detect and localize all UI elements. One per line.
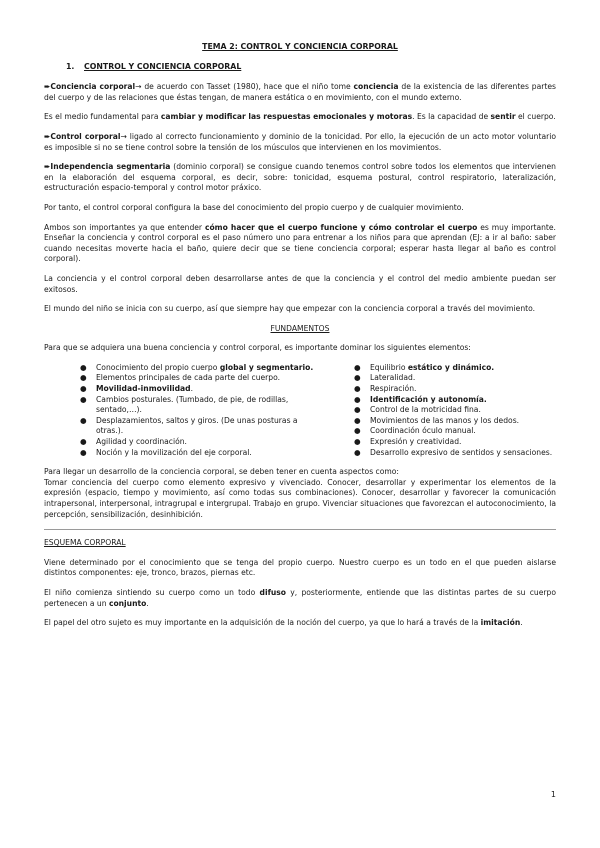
paragraph-por-tanto: Por tanto, el control corporal configura la base del conocimiento del propio cuerpo y de cualquier movimiento. bbox=[44, 202, 464, 212]
paragraph-control-corporal: ➨Control corporal→ ligado al correcto funcionamiento y dominio de la tonicidad. Por ello, la ejecución de un acto motor voluntario es imposible si no se tiene control sobre la tensión de los músculos que intervienen en los movimientos. bbox=[44, 131, 556, 152]
arrow-icon: ➨ bbox=[44, 162, 51, 172]
bullet-icon: ● bbox=[354, 394, 361, 404]
paragraph-ambos: Ambos son importantes ya que entender cómo hacer que el cuerpo funcione y cómo controlar el cuerpo es muy importante. Enseñar la conciencia y control corporal es el paso número uno para entrenar a los niños para que aprendan (EJ: a ir al baño: saber cuando necesitas moverte hacia el baño, quiere decir que se tiene conciencia corporal; esperar hasta llegar al baño es control corporal). bbox=[44, 222, 556, 264]
list-item: ● Cambios posturales. (Tumbado, de pie, de rodillas, sentado,…). bbox=[80, 394, 289, 415]
bullet-icon: ● bbox=[80, 384, 87, 394]
list-item: ● Desplazamientos, saltos y giros. (De unas posturas a otras.). bbox=[80, 415, 298, 436]
section-heading bbox=[44, 62, 556, 73]
page-content bbox=[44, 42, 556, 638]
list-item: ● Elementos principales de cada parte del cuerpo. bbox=[80, 373, 281, 383]
paragraph-viene-determinado: Viene determinado por el conocimiento que se tenga del propio cuerpo. Nuestro cuerpo es un todo en el que pueden aislarse distintos componentes: eje, tronco, brazos, piernas etc. bbox=[44, 557, 556, 578]
list-item: ● Equilibrio estático y dinámico. bbox=[354, 362, 495, 372]
bullet-icon: ● bbox=[354, 362, 361, 372]
bullet-icon: ● bbox=[354, 405, 361, 415]
list-item: ● Desarrollo expresivo de sentidos y sensaciones. bbox=[354, 447, 553, 457]
bullet-icon: ● bbox=[80, 394, 87, 404]
section-number: 1. bbox=[66, 61, 75, 71]
list-item: ● Control de la motricidad fina. bbox=[354, 405, 481, 415]
term-conciencia-corporal: Conciencia corporal bbox=[50, 82, 136, 92]
bullet-list-left bbox=[80, 363, 320, 458]
paragraph-mundo-del-nino: El mundo del niño se inicia con su cuerpo, así que siempre hay que empezar con la conciencia corporal a través del movimiento. bbox=[44, 304, 536, 314]
heading-fundamentos: FUNDAMENTOS bbox=[270, 323, 330, 333]
list-item: ● Lateralidad. bbox=[354, 373, 416, 383]
bullet-icon: ● bbox=[354, 384, 361, 394]
term-independencia-segmentaria: Independencia segmentaria bbox=[50, 162, 171, 172]
bullet-icon: ● bbox=[354, 415, 361, 425]
document-title: TEMA 2: CONTROL Y CONCIENCIA CORPORAL bbox=[202, 42, 398, 51]
paragraph-nino-comienza: El niño comienza sintiendo su cuerpo como un todo difuso y, posteriormente, entiende que las distintas partes de su cuerpo pertenecen a un conjunto. bbox=[44, 587, 556, 608]
list-item: ● Agilidad y coordinación. bbox=[80, 437, 187, 447]
list-item: ● Noción y la movilización del eje corporal. bbox=[80, 447, 252, 457]
fundamentos-lists bbox=[44, 363, 556, 458]
heading-esquema-corporal: ESQUEMA CORPORAL bbox=[44, 538, 126, 548]
bullet-icon: ● bbox=[354, 373, 361, 383]
bullet-icon: ● bbox=[80, 447, 87, 457]
bullet-icon: ● bbox=[354, 437, 361, 447]
paragraph-aspectos: Tomar conciencia del cuerpo como elemento expresivo y vivenciado. Conocer, desarrollar y experimentar los elementos de la expresión (espacio, tiempo y movimiento, así como todas sus combinaciones). Conocer, desarrollar y favorecer la comunicación intrapersonal, interpersonal, intragrupal e intergrupal. Trabajo en grupo. Vivenciar situaciones que favorezcan el autoconocimiento, la percepción, sensibilización, desinhibición. bbox=[44, 477, 556, 519]
paragraph-medio-fundamental: Es el medio fundamental para cambiar y modificar las respuestas emocionales y motoras. Es la capacidad de sentir el cuerpo. bbox=[44, 112, 556, 122]
divider bbox=[44, 529, 556, 530]
paragraph-independencia-segmentaria: ➨Independencia segmentaria (dominio corporal) se consigue cuando tenemos control sobre todos los elementos que intervienen en la elaboración del esquema corporal, es decir, sobre: tonicidad, esquema postural, control respiratorio, lateralización, estructuración espacio-temporal y control motor práxico. bbox=[44, 162, 556, 193]
bullet-icon: ● bbox=[354, 447, 361, 457]
list-column-left bbox=[44, 363, 320, 458]
bullet-icon: ● bbox=[354, 426, 361, 436]
page-number: 1 bbox=[550, 790, 556, 799]
paragraph-aspectos-intro: Para llegar un desarrollo de la conciencia corporal, se deben tener en cuenta aspectos como: bbox=[44, 467, 399, 477]
paragraph-fundamentos-intro: Para que se adquiera una buena conciencia y control corporal, es importante dominar los siguientes elementos: bbox=[44, 343, 471, 353]
list-item: ● Conocimiento del propio cuerpo global y segmentario. bbox=[80, 362, 314, 372]
bullet-icon: ● bbox=[80, 415, 87, 425]
bullet-icon: ● bbox=[80, 373, 87, 383]
list-column-right bbox=[320, 363, 554, 458]
list-item: ● Identificación y autonomía. bbox=[354, 394, 487, 404]
paragraph-desarrollarse: La conciencia y el control corporal deben desarrollarse antes de que la conciencia y el control del medio ambiente puedan ser exitosos. bbox=[44, 273, 556, 294]
term-control-corporal: Control corporal bbox=[50, 131, 121, 141]
list-item: ● Movimientos de las manos y los dedos. bbox=[354, 415, 520, 425]
list-item: ● Movilidad-inmovilidad. bbox=[80, 384, 193, 394]
list-item: ● Expresión y creatividad. bbox=[354, 437, 462, 447]
paragraph-papel-otro-sujeto: El papel del otro sujeto es muy importante en la adquisición de la noción del cuerpo, ya que lo hará a través de la imitación. bbox=[44, 618, 523, 628]
list-item: ● Coordinación óculo manual. bbox=[354, 426, 476, 436]
arrow-icon: ➨ bbox=[44, 82, 51, 92]
bullet-icon: ● bbox=[80, 362, 87, 372]
section-title: CONTROL Y CONCIENCIA CORPORAL bbox=[84, 61, 242, 71]
bullet-icon: ● bbox=[80, 437, 87, 447]
arrow-icon: ➨ bbox=[44, 131, 51, 141]
paragraph-conciencia-corporal: ➨Conciencia corporal→ de acuerdo con Tasset (1980), hace que el niño tome conciencia de la existencia de las diferentes partes del cuerpo y de las relaciones que éstas tengan, de manera estática o en movimiento, con el mundo externo. bbox=[44, 82, 556, 102]
bullet-list-right bbox=[354, 363, 554, 458]
list-item: ● Respiración. bbox=[354, 384, 417, 394]
